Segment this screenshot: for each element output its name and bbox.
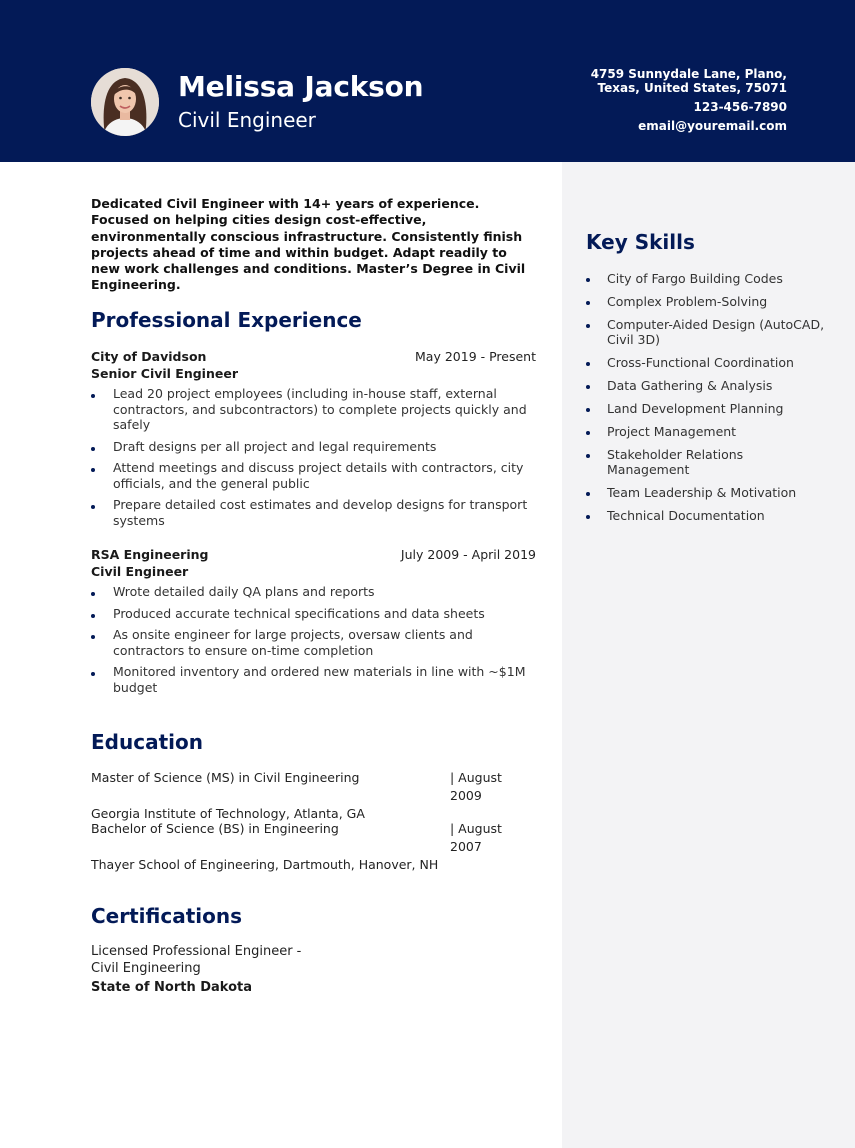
skill-item: Technical Documentation	[586, 508, 826, 523]
job-bullets	[91, 584, 536, 695]
bullet-icon	[586, 454, 590, 458]
header-banner	[0, 0, 855, 162]
bullet-icon	[91, 614, 95, 618]
job-role: Civil Engineer	[91, 564, 189, 579]
professional-summary: Dedicated Civil Engineer with 14+ years of experience. Focused on helping cities design cost-effective, environmentally conscious infrastructure. Consistently finish projects ahead of time and within budget. Adapt readily to new work challenges and conditions. Master’s Degree in Civil Engineering.	[91, 196, 526, 293]
skill-item: Team Leadership & Motivation	[586, 485, 826, 500]
contact-info	[527, 67, 787, 133]
bullet-icon	[91, 505, 95, 509]
address-line-1: 4759 Sunnydale Lane, Plano,	[590, 67, 787, 81]
list-item: As onsite engineer for large projects, oversaw clients and contractors to ensure on-time completion	[91, 627, 536, 658]
list-item: Prepare detailed cost estimates and develop designs for transport systems	[91, 497, 536, 528]
list-item: Monitored inventory and ordered new materials in line with ~$1M budget	[91, 664, 536, 695]
list-item: Produced accurate technical specifications and data sheets	[91, 606, 536, 622]
certifications-heading: Certifications	[91, 904, 242, 928]
bullet-icon	[91, 672, 95, 676]
degree-name: Bachelor of Science (BS) in Engineering	[91, 821, 339, 836]
bullet-icon	[586, 324, 590, 328]
graduation-date: | August 2009	[450, 770, 502, 803]
bullet-icon	[586, 408, 590, 412]
certification-issuer: State of North Dakota	[91, 980, 253, 995]
job-entry	[91, 546, 536, 701]
phone-number: 123-456-7890	[693, 100, 787, 114]
bullet-icon	[586, 362, 590, 366]
skill-item: Cross-Functional Coordination	[586, 355, 826, 370]
list-item: Wrote detailed daily QA plans and reports	[91, 584, 536, 600]
candidate-name: Melissa Jackson	[178, 70, 424, 103]
skill-item: Complex Problem-Solving	[586, 294, 826, 309]
graduation-date: | August 2007	[450, 821, 502, 854]
skill-item: Land Development Planning	[586, 401, 826, 416]
degree-name: Master of Science (MS) in Civil Engineering	[91, 770, 360, 785]
main-column	[91, 196, 536, 995]
education-entry	[91, 769, 536, 823]
job-bullets	[91, 386, 536, 528]
school-name: Georgia Institute of Technology, Atlanta, GA	[91, 806, 365, 821]
bullet-icon	[586, 278, 590, 282]
bullet-icon	[586, 492, 590, 496]
profile-photo	[91, 68, 159, 136]
list-item: Draft designs per all project and legal requirements	[91, 439, 536, 455]
skill-item: Data Gathering & Analysis	[586, 378, 826, 393]
job-entry	[91, 348, 536, 534]
certification-name: Licensed Professional Engineer - Civil Engineering	[91, 944, 302, 976]
skill-item: Project Management	[586, 424, 826, 439]
job-dates: July 2009 - April 2019	[400, 547, 536, 562]
employer-name: RSA Engineering	[91, 547, 209, 562]
job-dates: May 2019 - Present	[415, 349, 536, 364]
education-heading: Education	[91, 730, 203, 754]
bullet-icon	[586, 301, 590, 305]
education-entry	[91, 820, 536, 874]
bullet-icon	[91, 468, 95, 472]
employer-name: City of Davidson	[91, 349, 207, 364]
job-role: Senior Civil Engineer	[91, 366, 238, 381]
certification-entry	[91, 944, 321, 996]
school-name: Thayer School of Engineering, Dartmouth, Hanover, NH	[91, 857, 439, 872]
bullet-icon	[586, 385, 590, 389]
address-line-2: Texas, United States, 75071	[597, 81, 787, 95]
list-item: Attend meetings and discuss project details with contractors, city officials, and the general public	[91, 460, 536, 491]
bullet-icon	[91, 447, 95, 451]
skills-heading: Key Skills	[586, 230, 695, 254]
bullet-icon	[91, 394, 95, 398]
bullet-icon	[586, 515, 590, 519]
bullet-icon	[91, 635, 95, 639]
bullet-icon	[586, 431, 590, 435]
skill-item: Computer-Aided Design (AutoCAD, Civil 3D)	[586, 317, 826, 347]
experience-heading: Professional Experience	[91, 308, 362, 332]
candidate-title: Civil Engineer	[178, 108, 316, 132]
bullet-icon	[91, 592, 95, 596]
list-item: Lead 20 project employees (including in-house staff, external contractors, and subcontractors) to complete projects quickly and safely	[91, 386, 536, 433]
skills-list	[586, 271, 826, 531]
skill-item: City of Fargo Building Codes	[586, 271, 826, 286]
skill-item: Stakeholder Relations Management	[586, 447, 826, 477]
email-address: email@youremail.com	[638, 119, 787, 133]
